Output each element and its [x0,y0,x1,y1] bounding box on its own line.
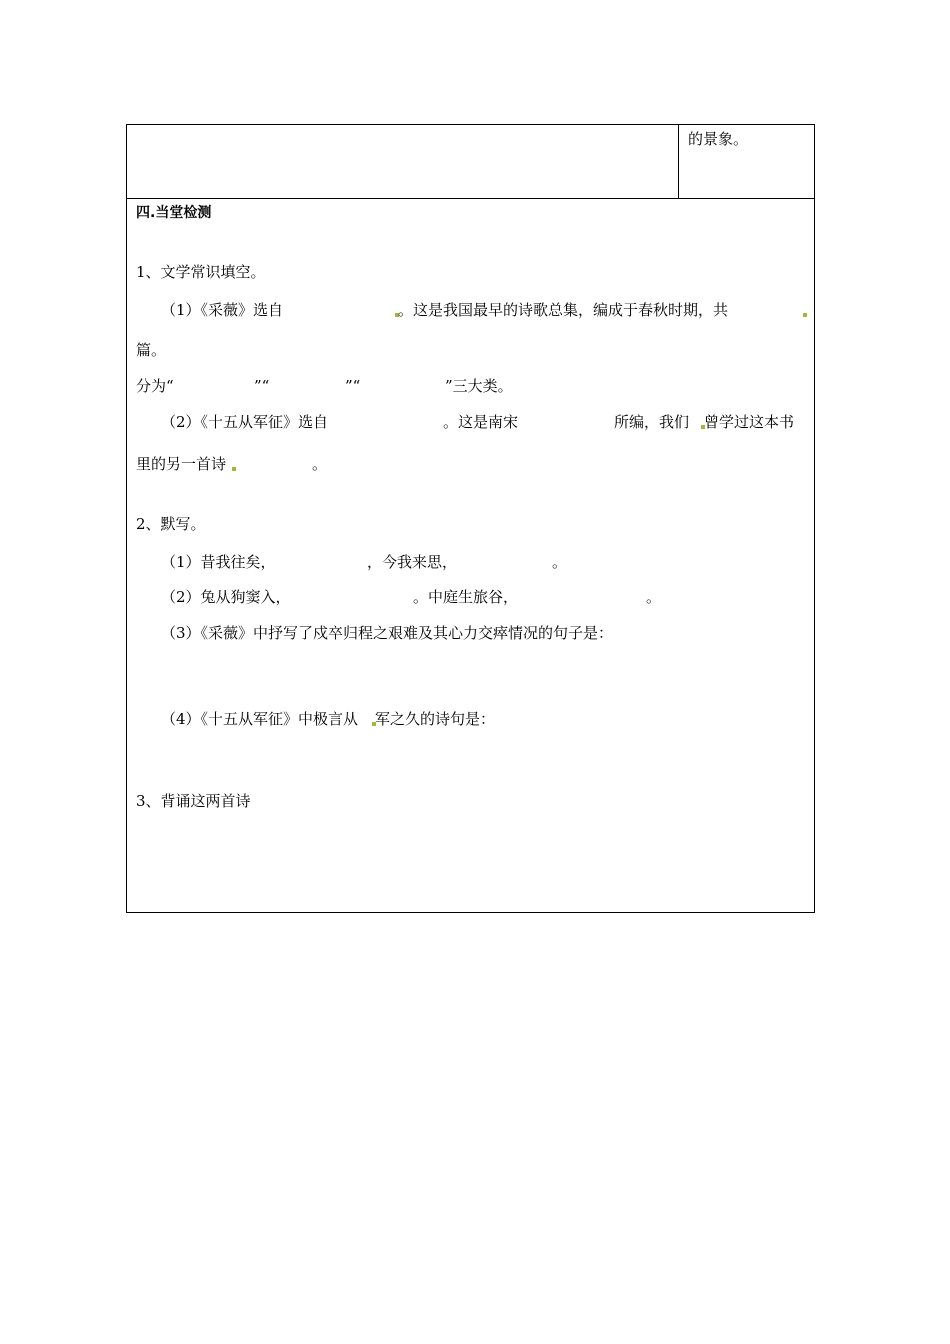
q2-line1-part-a: （1）昔我往矣， [161,553,276,571]
column-divider [678,125,679,199]
q2-line4-part-b: 军之久的诗句是： [375,710,496,728]
q1-p1-part-c: 篇。 [136,341,167,359]
q2-line2-part-b: 。中庭生旅谷， [413,588,519,606]
q1-p2-part-c: 所编，我们 [614,413,690,431]
q1-p2-part-d: 曾学过这本书 [704,413,795,431]
q2-line4-part-a: （4）《十五从军征》中极言从 [161,710,359,728]
q2-heading: 2、默写。 [136,515,206,533]
top-right-cell-text: 的景象。 [688,130,749,148]
table-top-row [127,125,814,199]
q1-p1-part-d1: 分为“ [136,377,174,395]
section-title: 四.当堂检测 [136,205,212,221]
q1-p2-part-b: 。这是南宋 [443,413,519,431]
q2-line1-part-b: ，今我来思， [367,553,458,571]
q1-p1-part-b: 。这是我国最早的诗歌总集，编成于春秋时期，共 [398,301,729,319]
q1-p1-part-d2: ”“ [254,377,270,395]
q1-p1-part-d4: ”三大类。 [445,377,513,395]
q1-p1-part-d3: ”“ [345,377,361,395]
q3-heading: 3、背诵这两首诗 [136,792,251,810]
q2-line3: （3）《采薇》中抒写了戍卒归程之艰难及其心力交瘁情况的句子是： [161,624,614,642]
q1-p2-part-e: 里的另一首诗 [136,455,227,473]
marker-dot [803,313,807,317]
q2-line2-part-c: 。 [646,588,662,606]
marker-dot [232,467,236,471]
q1-heading: 1、文学常识填空。 [136,263,266,281]
worksheet-table [126,124,815,913]
q1-p2-part-f: 。 [312,455,328,473]
q2-line1-part-c: 。 [552,553,568,571]
q2-line2-part-a: （2）兔从狗窦入， [161,588,291,606]
q1-p2-part-a: （2）《十五从军征》选自 [161,413,329,431]
q1-p1-part-a: （1）《采薇》选自 [161,301,284,319]
